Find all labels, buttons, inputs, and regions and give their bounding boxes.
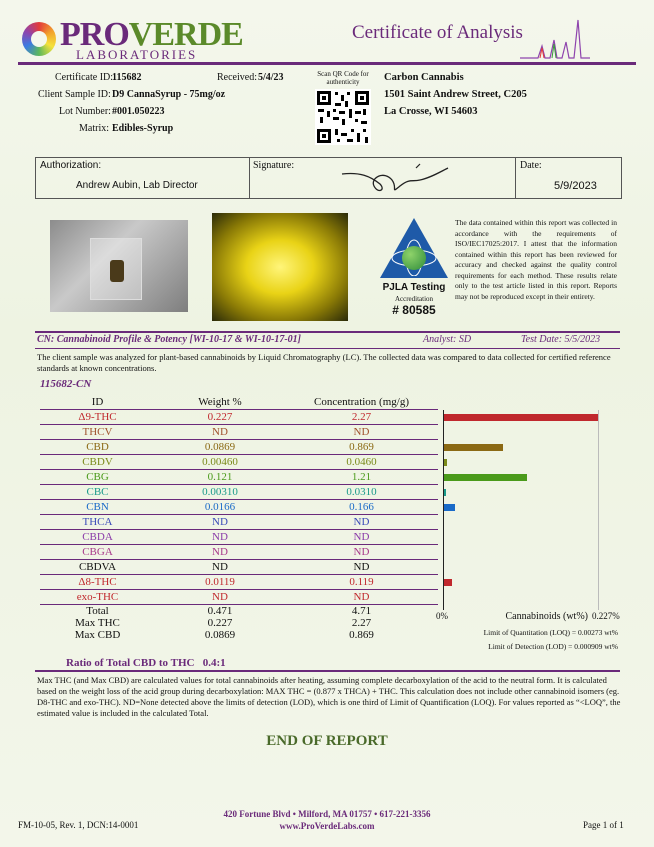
table-header-row [40, 395, 438, 410]
signature-cell [250, 158, 516, 198]
row-weight: ND [155, 590, 285, 605]
sample-vial-photo [212, 213, 348, 321]
chart-max-gridline [598, 410, 599, 610]
table-row [40, 560, 438, 575]
total-row [40, 629, 438, 641]
total-row [40, 617, 438, 629]
chart-xlabel: Cannabinoids (wt%) [505, 611, 588, 622]
row-concentration: ND [285, 560, 438, 575]
certificate-id: 115682 [112, 72, 142, 83]
attestation-statement: The data contained within this report was collected in accordance with the requirements of ISO/IEC17025:2017. I attest that the information contained within this report has been reviewed for accuracy and checked against the quality control requirements for each method. These results relate only to the test article listed in this report. Reports may not be reproduced except in their entirety. [455, 218, 617, 301]
sample-bag-photo [50, 220, 188, 312]
client-sample-id: D9 CannaSyrup - 75mg/oz [112, 89, 226, 100]
received-date: 5/4/23 [258, 72, 284, 83]
logo-subtitle: LABORATORIES [76, 47, 198, 62]
table-row [40, 515, 438, 530]
lot-number: #001.050223 [112, 106, 165, 117]
total-row [40, 605, 438, 618]
cannabinoid-bar-chart [443, 410, 604, 610]
cbd-thc-ratio: Ratio of Total CBD to THC 0.4:1 [66, 657, 226, 669]
table-row [40, 440, 438, 455]
row-id: THCA [40, 515, 155, 530]
row-concentration: ND [285, 425, 438, 440]
row-weight: ND [155, 545, 285, 560]
total-concentration: 4.71 [351, 605, 372, 617]
chart-bar [444, 489, 446, 496]
signature-label: Signature: [253, 160, 295, 171]
table-row [40, 410, 438, 425]
row-weight: ND [155, 530, 285, 545]
chart-bar [444, 504, 455, 511]
client-address-line1: 1501 Saint Andrew Street, C205 [384, 89, 527, 100]
pjla-name: PJLA Testing [382, 282, 446, 293]
end-of-report: END OF REPORT [266, 733, 388, 749]
date-label: Date: [520, 160, 542, 171]
total-id: Total [86, 605, 109, 617]
row-id: CBD [40, 440, 155, 455]
footer-address: 420 Fortune Blvd • Milford, MA 01757 • 617-221-3356 [223, 809, 431, 819]
row-weight: 0.0119 [155, 575, 285, 590]
authorizer-name: Andrew Aubin, Lab Director [76, 180, 198, 191]
client-name: Carbon Cannabis [384, 72, 464, 83]
row-id: exo-THC [40, 590, 155, 605]
chart-bar [444, 414, 599, 421]
row-concentration: 2.27 [285, 410, 438, 425]
qr-code-icon[interactable] [315, 89, 371, 145]
pjla-accreditation: Accreditation [394, 295, 434, 303]
row-id: CBC [40, 485, 155, 500]
pjla-globe-icon [402, 246, 426, 270]
row-concentration: ND [285, 545, 438, 560]
authorization-label: Authorization: [40, 160, 102, 171]
lot-label: Lot Number: [59, 106, 111, 117]
table-row [40, 455, 438, 470]
section-top-rule [35, 331, 620, 333]
logo-icon [22, 22, 56, 56]
row-weight: ND [155, 515, 285, 530]
row-weight: 0.00310 [155, 485, 285, 500]
row-concentration: 0.119 [285, 575, 438, 590]
total-concentration: 0.869 [349, 629, 374, 641]
authorization-cell [36, 158, 250, 198]
section-title: CN: Cannabinoid Profile & Potency [WI-10-17 & WI-10-17-01] [37, 334, 301, 345]
row-concentration: 0.166 [285, 500, 438, 515]
row-weight: ND [155, 560, 285, 575]
total-weight: 0.0869 [204, 629, 236, 641]
lod-text: Limit of Detection (LOD) = 0.000909 wt% [488, 642, 618, 651]
chart-bar [444, 474, 527, 481]
table-row [40, 500, 438, 515]
ratio-rule [35, 670, 620, 672]
sample-code: 115682-CN [40, 378, 92, 390]
row-id: CBDA [40, 530, 155, 545]
received-label: Received: [217, 72, 257, 83]
row-weight: ND [155, 425, 285, 440]
row-concentration: 1.21 [285, 470, 438, 485]
chart-xmax-label: 0.227% [592, 611, 620, 621]
header-concentration: Concentration (mg/g) [285, 395, 438, 410]
chromatogram-icon [520, 18, 590, 62]
chart-bar [444, 444, 503, 451]
row-id: THCV [40, 425, 155, 440]
method-description: The client sample was analyzed for plant-based cannabinoids by Liquid Chromatography (LC). The collected data was compared to data collected for certified reference standards at known concentrations. [37, 352, 611, 373]
table-row [40, 590, 438, 605]
analyst: Analyst: SD [423, 334, 472, 345]
row-id: Δ8-THC [40, 575, 155, 590]
total-id: Max CBD [74, 629, 121, 641]
document-title: Certificate of Analysis [352, 22, 523, 43]
authorization-box [35, 157, 622, 199]
row-concentration: 0.869 [285, 440, 438, 455]
loq-text: Limit of Quantitation (LOQ) = 0.00273 wt% [483, 628, 618, 637]
row-id: Δ9-THC [40, 410, 155, 425]
chart-bar [444, 459, 447, 466]
row-weight: 0.00460 [155, 455, 285, 470]
certificate-id-label: Certificate ID: [55, 72, 114, 83]
table-row [40, 425, 438, 440]
total-id: Max THC [75, 617, 120, 629]
client-address-line2: La Crosse, WI 54603 [384, 106, 478, 117]
signature-image [340, 162, 450, 196]
row-weight: 0.121 [155, 470, 285, 485]
qr-caption: Scan QR Code for authenticity [317, 70, 369, 86]
row-weight: 0.0166 [155, 500, 285, 515]
page-number: Page 1 of 1 [583, 820, 624, 830]
row-id: CBN [40, 500, 155, 515]
row-id: CBDV [40, 455, 155, 470]
footer-website[interactable]: www.ProVerdeLabs.com [279, 821, 375, 831]
table-row [40, 485, 438, 500]
row-concentration: ND [285, 530, 438, 545]
row-concentration: ND [285, 590, 438, 605]
pjla-number: # 80585 [392, 303, 436, 317]
row-id: CBGA [40, 545, 155, 560]
test-date: Test Date: 5/5/2023 [521, 334, 601, 345]
table-row [40, 545, 438, 560]
section-header [37, 334, 618, 345]
results-table [40, 395, 438, 641]
chart-xmin-label: 0% [436, 611, 448, 621]
row-concentration: 0.0310 [285, 485, 438, 500]
logo-wordmark: PROVERDE [60, 16, 243, 53]
client-sample-label: Client Sample ID: [38, 89, 111, 100]
total-weight: 0.471 [207, 605, 233, 617]
header-divider [18, 62, 636, 65]
date-cell [516, 158, 621, 198]
header-id: ID [40, 395, 155, 410]
row-concentration: 0.0460 [285, 455, 438, 470]
section-bottom-rule [35, 348, 620, 349]
table-row [40, 530, 438, 545]
row-id: CBG [40, 470, 155, 485]
row-weight: 0.227 [155, 410, 285, 425]
matrix-label: Matrix: [79, 123, 109, 134]
total-concentration: 2.27 [351, 617, 372, 629]
calculation-footnote: Max THC (and Max CBD) are calculated values for total cannabinoids after heating, assuming complete decarboxylation of the acid to the neutral form. It is calculated based on the weight loss of the acid group during decarboxylation: MAX THC = (0.877 x THCA) + THC. This calculation does not include other cannabinoid isomers (eg. D8-THC and exo-THC). ND=None detected above the limits of detection (LOD), which is one third of Limit of Quantification (LOQ). For values reported as “<LOQ”, the estimated value is included in the calculated Total. [37, 675, 621, 718]
chart-bar [444, 579, 452, 586]
row-id: CBDVA [40, 560, 155, 575]
header-weight: Weight % [155, 395, 285, 410]
date-value: 5/9/2023 [554, 180, 597, 192]
form-id: FM-10-05, Rev. 1, DCN:14-0001 [18, 820, 139, 830]
table-row [40, 470, 438, 485]
table-row [40, 575, 438, 590]
row-weight: 0.0869 [155, 440, 285, 455]
matrix-value: Edibles-Syrup [112, 123, 174, 134]
row-concentration: ND [285, 515, 438, 530]
total-weight: 0.227 [207, 617, 233, 629]
